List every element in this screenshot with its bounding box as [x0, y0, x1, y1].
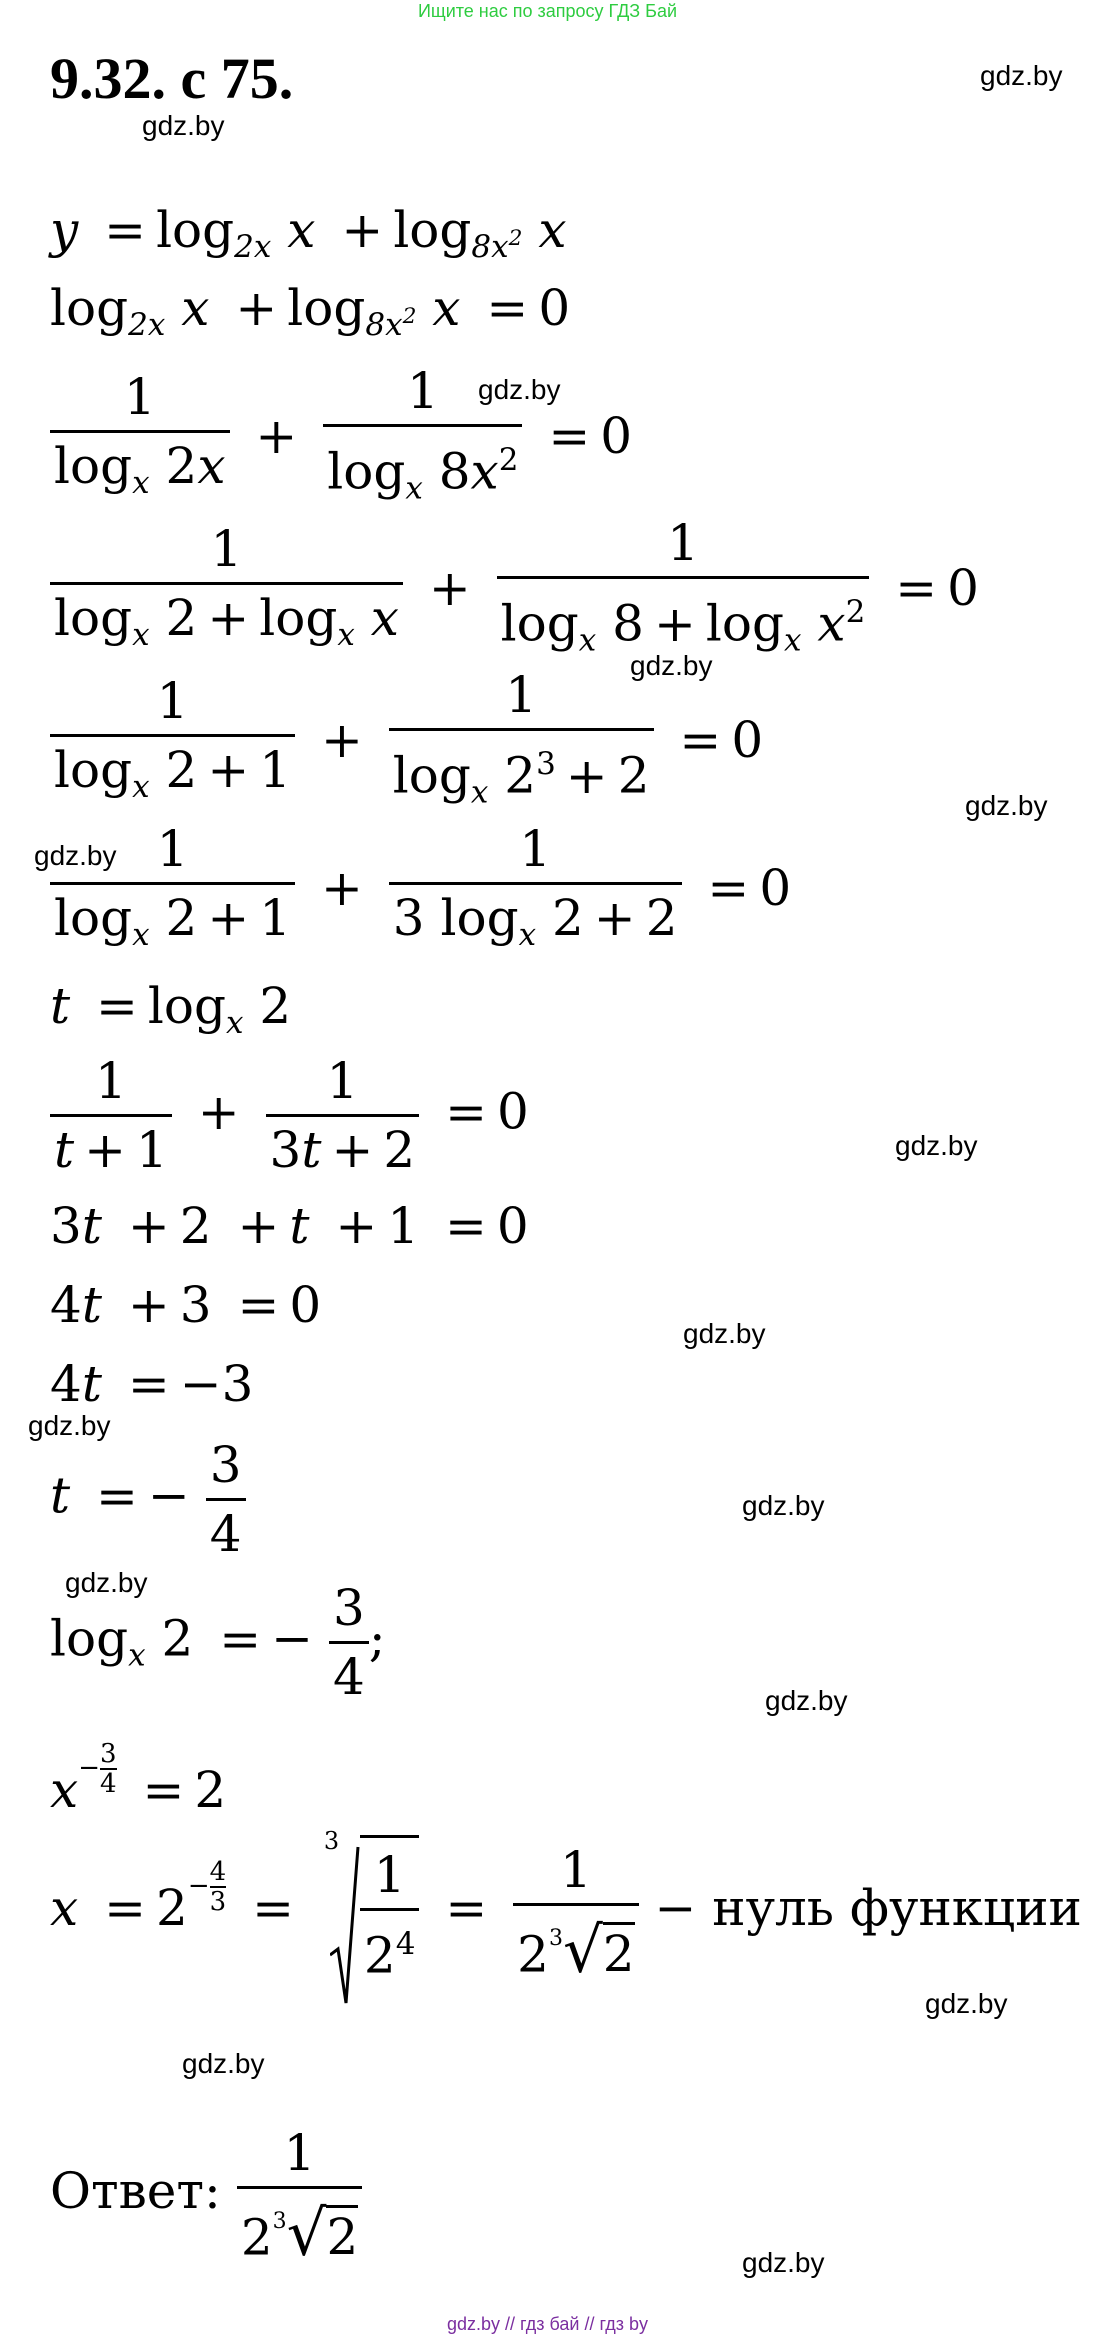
watermark: gdz.by: [65, 1567, 148, 1598]
equation-line-6: $\frac{1}{\log_x 2 + 1}$ + $\frac{1}{3 \log_x 2 + 2}$ = 0: [50, 816, 791, 968]
fraction: $\frac{1}{2^3√2}$: [237, 2120, 362, 2270]
watermark: gdz.by: [765, 1685, 848, 1716]
equation-line-9: 3t + 2 + t + 1 = 0: [50, 1197, 529, 1255]
answer-line: [50, 2120, 362, 2270]
watermark: gdz.by: [142, 110, 225, 141]
fraction: $\frac{1}{\log_x 8 + \log_x x^2}$: [497, 510, 870, 674]
fraction: $\frac{1}{3t + 2}$: [266, 1048, 420, 1183]
equation-line-5: $\frac{1}{\log_x 2 + 1}$ + $\frac{1}{\log_x 2^3 + 2}$ = 0: [50, 662, 763, 826]
equation-line-10: 4t + 3 = 0: [50, 1276, 322, 1334]
watermark: gdz.by: [965, 790, 1048, 821]
equation-line-7: $t = \log_x 2$: [50, 977, 292, 1041]
fraction: $\frac{3}{4}$: [329, 1575, 369, 1710]
fraction: $\frac{1}{\log_x 2^3 + 2}$: [389, 662, 654, 826]
equation-line-11: 4t = −3: [50, 1355, 254, 1413]
fraction: $\frac{1}{\log_x 2 + 1}$: [50, 668, 295, 820]
watermark: gdz.by: [630, 650, 713, 681]
equation-line-2: $\log_{2x} x + \log_{8x^2} x = 0$: [50, 279, 571, 343]
watermark: gdz.by: [28, 1410, 111, 1441]
equation-line-15: $x = 2^{- \frac{4}{3}}$ = 3 $\frac{1}{2^4}$ = $\frac{1}{2^3√2}$ − нуль функции: [50, 1835, 1082, 1989]
watermark: gdz.by: [182, 2048, 265, 2079]
watermark: gdz.by: [683, 1318, 766, 1349]
exercise-title: 9.32. с 75.: [50, 46, 294, 111]
watermark: gdz.by: [895, 1130, 978, 1161]
equation-line-12: t = − $\frac{3}{4}$: [50, 1432, 246, 1567]
watermark: gdz.by: [478, 374, 561, 405]
watermark: gdz.by: [980, 60, 1063, 91]
fraction: $\frac{1}{\log_x 8x^2}$: [323, 358, 522, 522]
equation-line-3: $\frac{1}{\log_x 2x}$ + $\frac{1}{\log_x 8x^2}$ = 0: [50, 358, 632, 522]
watermark: gdz.by: [742, 1490, 825, 1521]
equation-line-14: $x^{- \frac{3}{4}}$ = 2: [50, 1739, 227, 1820]
null-function-text: − нуль функции: [654, 1878, 1082, 1937]
footer-links[interactable]: gdz.by // гдз бай // гдз by: [446, 2314, 649, 2334]
watermark: gdz.by: [742, 2247, 825, 2278]
fraction: $\frac{1}{2^3√2}$: [513, 1837, 638, 1987]
fraction: $\frac{1}{t + 1}$: [50, 1048, 172, 1183]
top-banner[interactable]: Ищите нас по запросу ГДЗ Бай: [417, 1, 678, 21]
fraction: $\frac{1}{\log_x 2 + 1}$: [50, 816, 295, 968]
equation-line-4: $\frac{1}{\log_x 2 + \log_x x}$ + $\frac{1}{\log_x 8 + \log_x x^2}$ = 0: [50, 510, 979, 674]
fraction: $\frac{1}{\log_x 2x}$: [50, 364, 230, 516]
equation-line-13: $\log_x 2$ = − $\frac{3}{4}$ ;: [50, 1575, 386, 1710]
equation-line-1: $y = \log_{2x} x + \log_{8x^2} x$: [50, 201, 567, 265]
watermark: gdz.by: [34, 840, 117, 871]
fraction: $\frac{1}{3 \log_x 2 + 2}$: [389, 816, 682, 968]
fraction: $\frac{1}{2^4}$: [360, 1842, 420, 1989]
watermark: gdz.by: [925, 1988, 1008, 2019]
fraction: $\frac{1}{\log_x 2 + \log_x x}$: [50, 516, 403, 668]
equation-line-8: $\frac{1}{t + 1}$ + $\frac{1}{3t + 2}$ = 0: [50, 1048, 529, 1183]
answer-label: Ответ:: [50, 2162, 221, 2221]
fraction: $\frac{3}{4}$: [206, 1432, 246, 1567]
cube-root: 3 $\frac{1}{2^4}$: [324, 1835, 420, 1989]
